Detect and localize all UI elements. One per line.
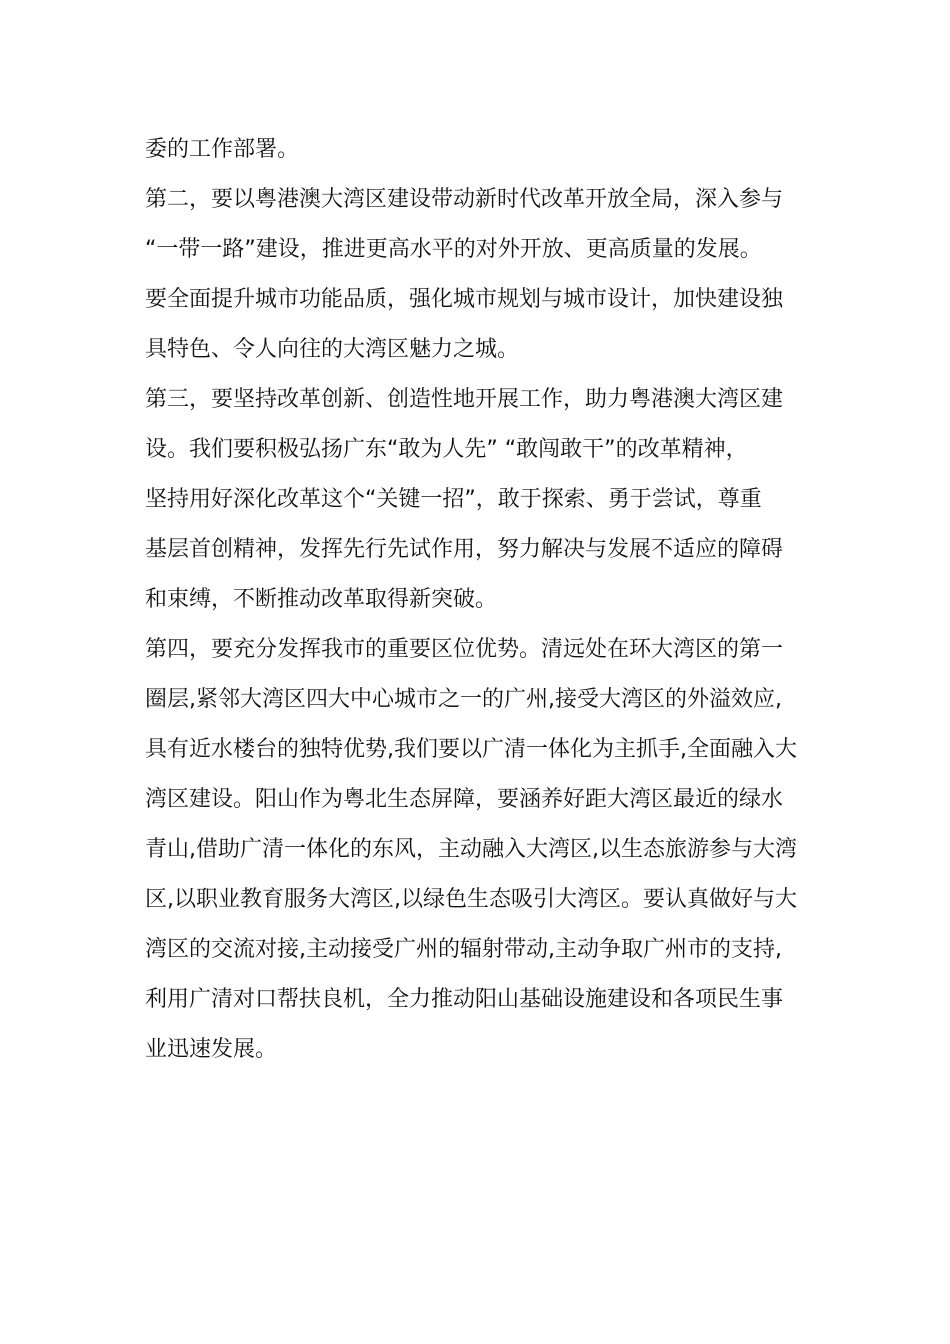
text-line: 区,以职业教育服务大湾区,以绿色生态吸引大湾区。要认真做好与大 [145,887,797,912]
text-line: 设。我们要积极弘扬广东“敢为人先” “敢闯敢干”的改革精神， [145,437,748,462]
text-line: 基层首创精神，发挥先行先试作用，努力解决与发展不适应的障碍 [145,537,784,562]
text-line: 要全面提升城市功能品质，强化城市规划与城市设计，加快建设独 [145,287,784,312]
text-line: 青山,借助广清一体化的东风，主动融入大湾区,以生态旅游参与大湾 [145,837,797,862]
text-line: 第三，要坚持改革创新、创造性地开展工作，助力粤港澳大湾区建 [145,387,784,412]
text-line: 具特色、令人向往的大湾区魅力之城。 [145,337,520,362]
text-line: 具有近水楼台的独特优势,我们要以广清一体化为主抓手,全面融入大 [145,737,797,762]
text-line: 和束缚，不断推动改革取得新突破。 [145,587,498,612]
text-line: 委的工作部署。 [145,137,300,162]
text-line: 业迅速发展。 [145,1037,278,1062]
text-line: 第二，要以粤港澳大湾区建设带动新时代改革开放全局，深入参与 [145,187,784,212]
text-line: 湾区的交流对接,主动接受广州的辐射带动,主动争取广州市的支持, [145,937,782,962]
text-line: 第四，要充分发挥我市的重要区位优势。清远处在环大湾区的第一 [145,637,784,662]
document-body [145,125,810,1075]
text-line: 利用广清对口帮扶良机，全力推动阳山基础设施建设和各项民生事 [145,987,784,1012]
text-line: 湾区建设。阳山作为粤北生态屏障，要涵养好距大湾区最近的绿水 [145,787,784,812]
text-line: “一带一路”建设，推进更高水平的对外开放、更高质量的发展。 [145,237,762,262]
text-line: 圈层,紧邻大湾区四大中心城市之一的广州,接受大湾区的外溢效应, [145,687,782,712]
text-line: 坚持用好深化改革这个“关键一招”，敢于探索、勇于尝试，尊重 [145,487,762,512]
